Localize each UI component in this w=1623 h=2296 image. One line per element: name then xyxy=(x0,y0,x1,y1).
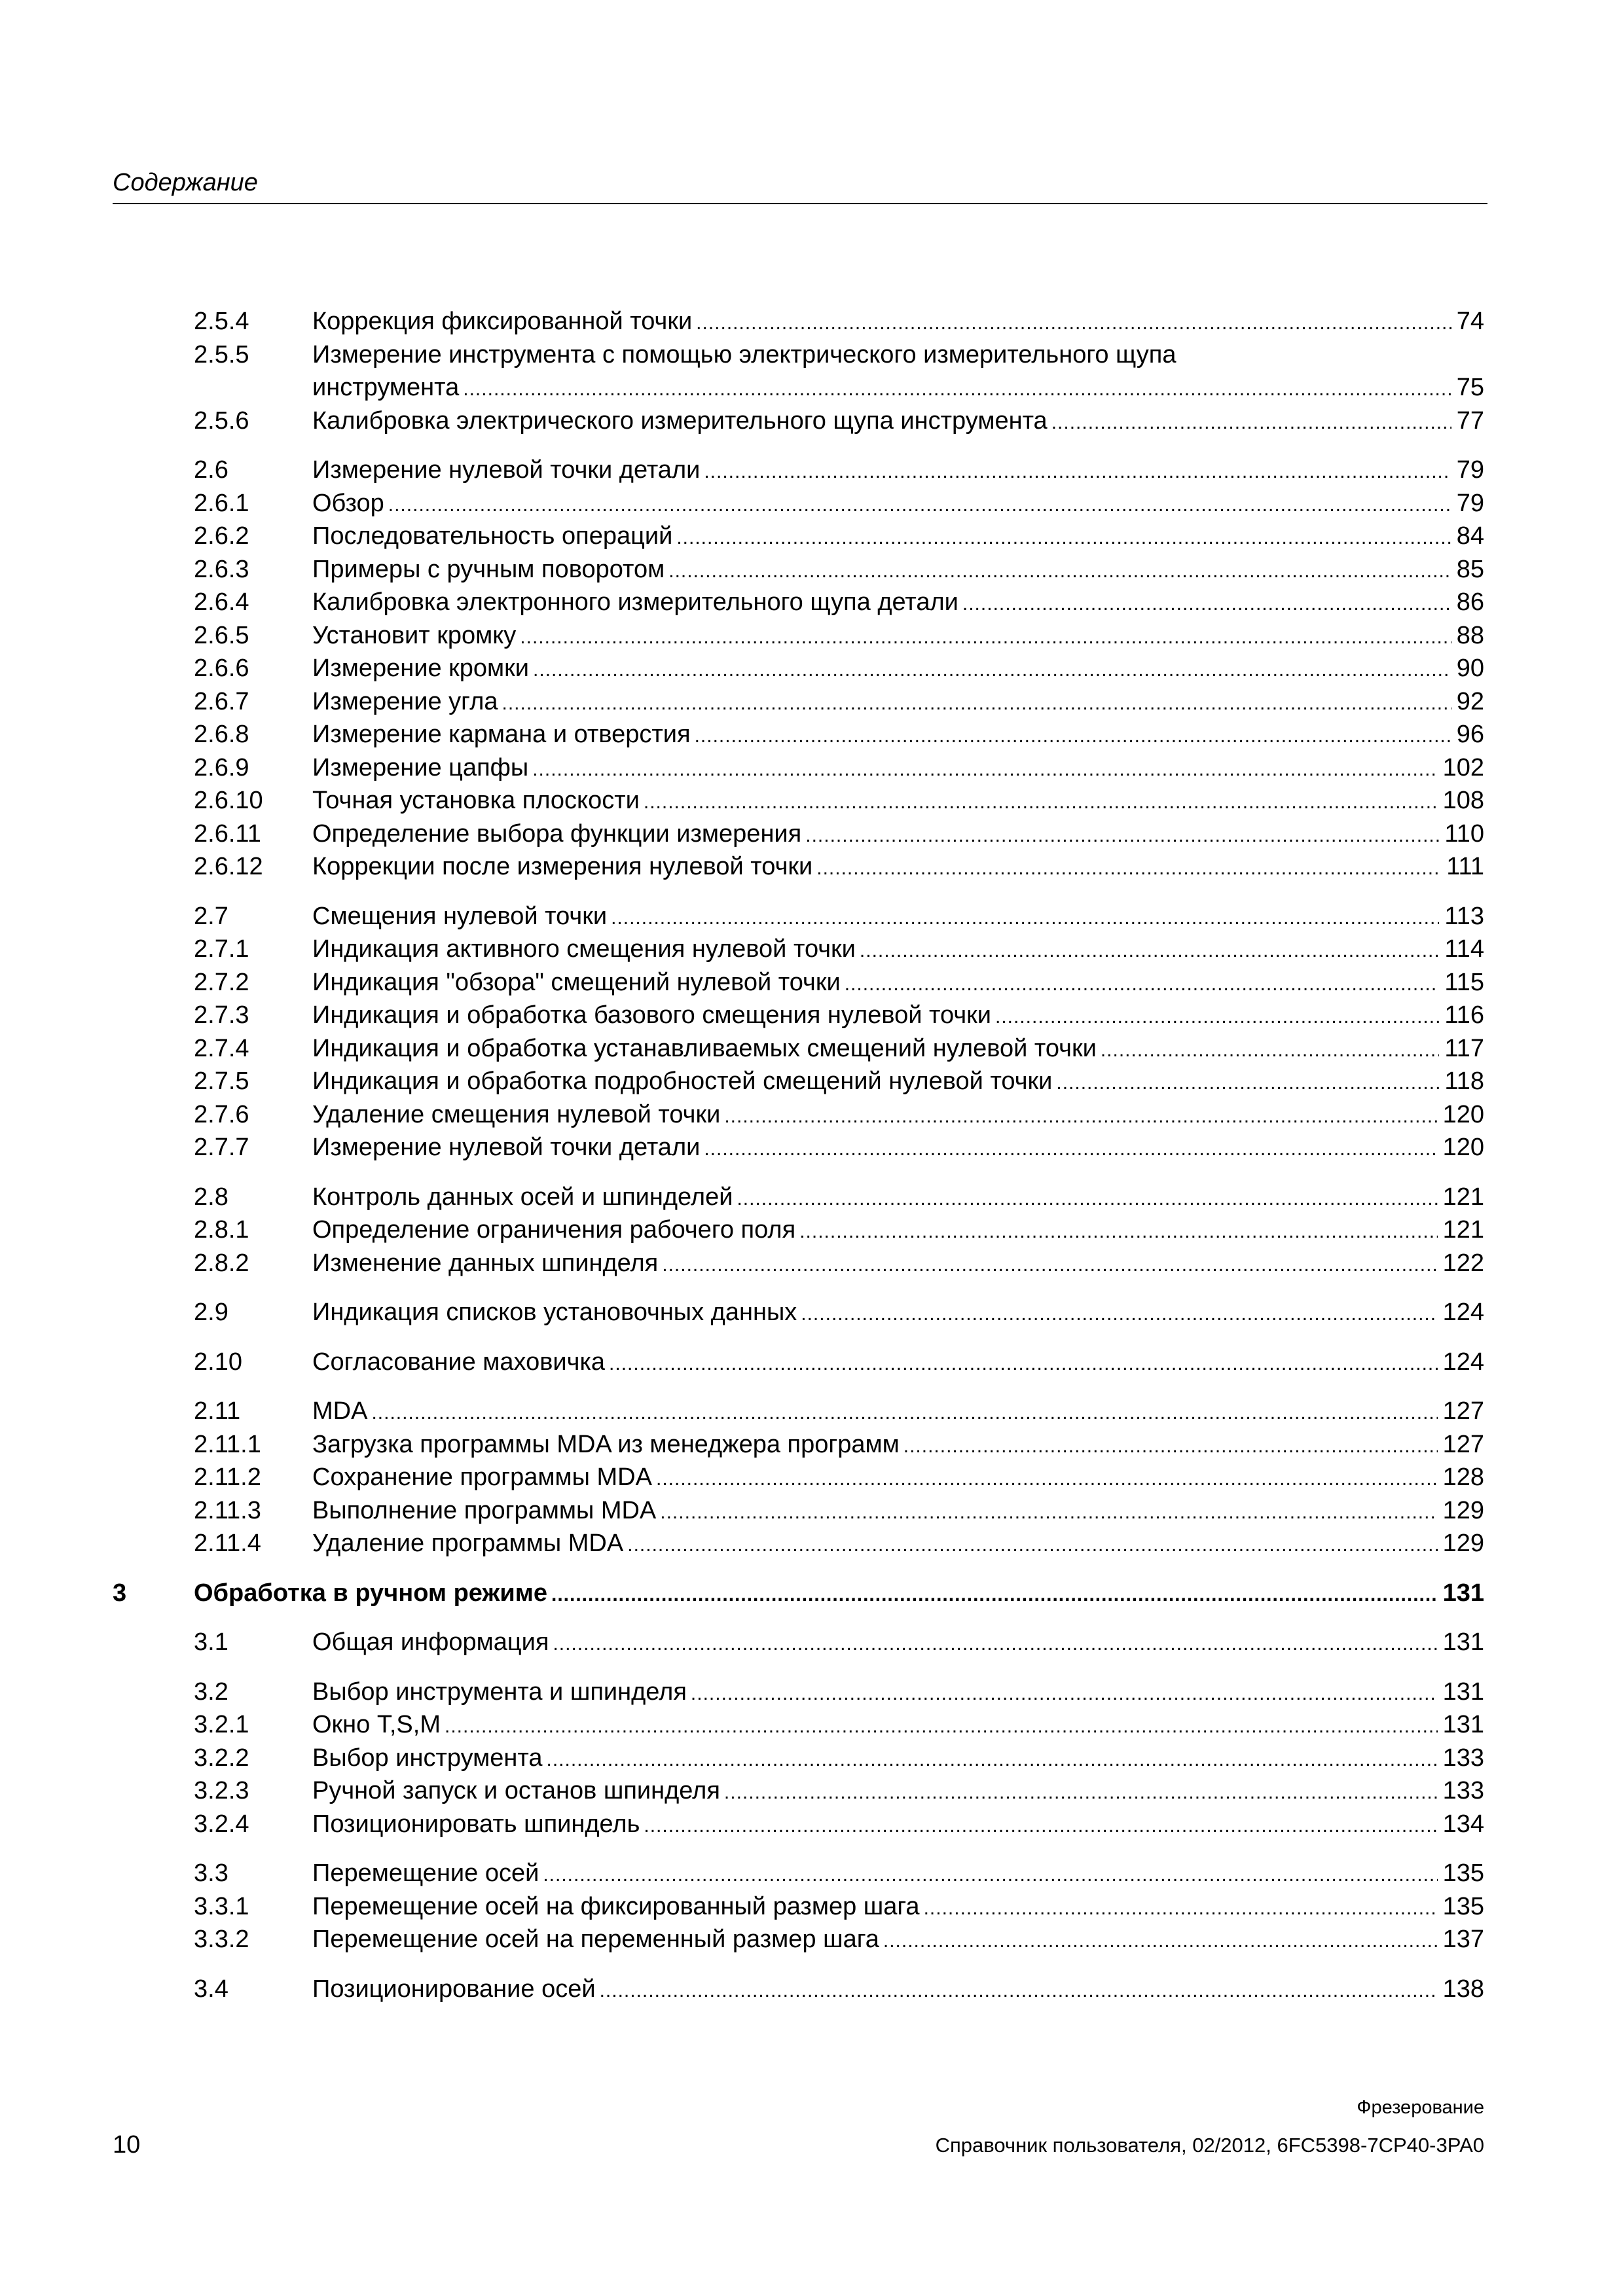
toc-entry-number: 2.7.1 xyxy=(194,935,249,963)
toc-entry[interactable] xyxy=(0,1131,1623,1164)
toc-entry-page: 127 xyxy=(1442,1430,1484,1458)
toc-entry-title: Загрузка программы MDA из менеджера программ xyxy=(312,1430,900,1458)
toc-entry[interactable] xyxy=(0,1527,1623,1560)
toc-entry-number: 2.6.10 xyxy=(194,787,263,814)
toc-entry-number: 2.11.4 xyxy=(194,1530,261,1557)
toc-dot-leader xyxy=(1056,1067,1439,1100)
toc-entry-line xyxy=(312,1181,1484,1216)
toc-entry-page: 88 xyxy=(1456,621,1484,649)
toc-entry-line xyxy=(312,371,1484,406)
toc-entry-number: 2.7.3 xyxy=(194,1001,249,1029)
toc-entry-line xyxy=(312,1395,1484,1430)
toc-entry-title: Индикация и обработка базового смещения нулевой точки xyxy=(312,1001,991,1029)
toc-entry-title: Обработка в ручном режиме xyxy=(194,1579,547,1607)
toc-dot-leader xyxy=(924,1892,1438,1926)
toc-entry-title: Последовательность операций xyxy=(312,522,673,550)
toc-entry-page: 131 xyxy=(1442,1579,1484,1607)
toc-entry-number: 2.5.6 xyxy=(194,406,249,435)
toc-entry-continuation[interactable] xyxy=(0,371,1623,404)
toc-dot-leader xyxy=(656,1463,1438,1496)
toc-entry-title: Выполнение программы MDA xyxy=(312,1496,657,1524)
toc-dot-leader xyxy=(737,1183,1437,1216)
footer-document-info: Справочник пользователя, 02/2012, 6FC5398-7CP40-3PA0 xyxy=(935,2134,1484,2157)
toc-entry[interactable] xyxy=(0,404,1623,438)
toc-entry-number: 2.7.5 xyxy=(194,1067,249,1095)
toc-entry-page: 113 xyxy=(1444,902,1484,930)
toc-entry-line xyxy=(312,1346,1484,1381)
toc-entry[interactable] xyxy=(0,1890,1623,1924)
toc-entry-title: Удаление программы MDA xyxy=(312,1530,624,1557)
toc-dot-leader xyxy=(532,753,1437,787)
toc-entry[interactable] xyxy=(0,1626,1623,1659)
toc-entry[interactable] xyxy=(0,1213,1623,1247)
toc-entry-line xyxy=(312,1857,1484,1892)
toc-entry-title: Определение выбора функции измерения xyxy=(312,819,802,848)
toc-entry-number: 3.3.2 xyxy=(194,1926,249,1953)
toc-entry-number: 2.6.7 xyxy=(194,687,249,715)
toc-entry-page: 84 xyxy=(1456,522,1484,550)
toc-entry-line xyxy=(194,1577,1484,1612)
toc-entry-title: Индикация "обзора" смещений нулевой точки xyxy=(312,968,841,996)
toc-entry-line xyxy=(312,1098,1484,1134)
toc-entry-number: 2.7.2 xyxy=(194,968,249,996)
toc-entry-line xyxy=(312,404,1484,440)
toc-entry-title: Индикация активного смещения нулевой точки xyxy=(312,935,856,963)
toc-dot-leader xyxy=(696,307,1451,340)
toc-dot-leader xyxy=(644,1810,1437,1843)
toc-entry-title: Обзор xyxy=(312,489,384,517)
toc-entry-line xyxy=(312,1708,1484,1744)
toc-entry-number: 2.5.5 xyxy=(194,340,249,368)
toc-entry-number: 2.8.1 xyxy=(194,1216,249,1244)
toc-entry-number: 2.9 xyxy=(194,1299,228,1326)
toc-entry-number: 2.11.1 xyxy=(194,1430,261,1458)
toc-dot-leader xyxy=(547,1744,1438,1777)
toc-entry-line xyxy=(312,1461,1484,1496)
toc-entry[interactable] xyxy=(0,1065,1623,1098)
toc-dot-leader xyxy=(609,1348,1438,1381)
toc-entry-line xyxy=(312,718,1484,753)
table-of-contents xyxy=(0,305,1623,2005)
toc-entry-line xyxy=(312,619,1484,655)
toc-entry-line xyxy=(312,1808,1484,1843)
toc-entry[interactable] xyxy=(0,553,1623,586)
toc-entry-page: 129 xyxy=(1442,1496,1484,1524)
toc-dot-leader xyxy=(883,1925,1438,1958)
toc-entry-line xyxy=(312,1890,1484,1926)
toc-entry-title: Примеры с ручным поворотом xyxy=(312,555,665,583)
toc-entry-title-continued: инструмента xyxy=(312,374,460,401)
toc-entry-number: 2.11.2 xyxy=(194,1463,261,1491)
toc-dot-leader xyxy=(445,1710,1438,1744)
toc-entry-title: Измерение кромки xyxy=(312,655,530,682)
toc-entry-page: 129 xyxy=(1442,1530,1484,1557)
toc-entry-page: 131 xyxy=(1442,1711,1484,1738)
toc-entry[interactable] xyxy=(0,999,1623,1032)
toc-entry-page: 110 xyxy=(1444,819,1484,848)
toc-dot-leader xyxy=(551,1579,1438,1612)
toc-dot-leader xyxy=(845,968,1440,1001)
toc-dot-leader xyxy=(611,902,1439,935)
toc-entry-title: Измерение угла xyxy=(312,687,498,715)
toc-entry-line xyxy=(312,338,1484,372)
toc-entry-page: 86 xyxy=(1456,588,1484,616)
toc-entry-title: Измерение инструмента с помощью электрического измерительного щупа xyxy=(312,340,1176,368)
toc-entry[interactable] xyxy=(0,1296,1623,1329)
toc-entry-title: Калибровка электронного измерительного щупа детали xyxy=(312,588,958,616)
toc-entry-page: 114 xyxy=(1444,935,1484,963)
toc-entry[interactable] xyxy=(0,1247,1623,1280)
toc-entry-line xyxy=(312,1676,1484,1711)
toc-entry-number: 3 xyxy=(113,1579,127,1607)
toc-entry-line xyxy=(312,652,1484,687)
toc-entry[interactable] xyxy=(0,1032,1623,1066)
toc-entry[interactable] xyxy=(0,1395,1623,1428)
toc-entry-line xyxy=(312,1742,1484,1777)
toc-entry-line xyxy=(312,850,1484,886)
toc-entry-line xyxy=(312,305,1484,340)
toc-entry-page: 137 xyxy=(1442,1926,1484,1953)
toc-entry-title: Согласование маховичка xyxy=(312,1348,606,1376)
toc-entry[interactable] xyxy=(0,338,1623,372)
toc-entry[interactable] xyxy=(0,1708,1623,1742)
toc-entry[interactable] xyxy=(0,305,1623,338)
toc-entry-number: 2.8.2 xyxy=(194,1249,249,1277)
toc-dot-leader xyxy=(724,1100,1437,1134)
toc-entry-title: Измерение цапфы xyxy=(312,753,529,781)
toc-entry-page: 133 xyxy=(1442,1744,1484,1772)
toc-entry-page: 133 xyxy=(1442,1777,1484,1804)
toc-entry-page: 108 xyxy=(1442,787,1484,814)
toc-entry-number: 2.6.3 xyxy=(194,555,249,583)
toc-entry-number: 2.6.5 xyxy=(194,621,249,649)
toc-entry[interactable] xyxy=(0,454,1623,487)
toc-entry-line xyxy=(312,454,1484,489)
toc-entry[interactable] xyxy=(0,1346,1623,1379)
footer-book-title: Фрезерование xyxy=(1357,2097,1484,2118)
toc-dot-leader xyxy=(691,1677,1438,1711)
toc-entry-line xyxy=(312,520,1484,555)
toc-entry-title: Коррекции после измерения нулевой точки xyxy=(312,853,813,880)
toc-entry-line xyxy=(312,1494,1484,1530)
toc-dot-leader xyxy=(799,1215,1437,1249)
toc-entry-title: Удаление смещения нулевой точки xyxy=(312,1100,721,1128)
toc-entry[interactable] xyxy=(0,933,1623,966)
toc-entry[interactable] xyxy=(0,1181,1623,1214)
toc-entry-number: 2.11 xyxy=(194,1397,241,1425)
toc-dot-leader xyxy=(676,522,1451,555)
toc-entry-number: 2.6.6 xyxy=(194,655,249,682)
toc-entry-title: Позиционирование осей xyxy=(312,1975,596,2003)
toc-entry-page: 74 xyxy=(1456,308,1484,335)
toc-entry-page: 124 xyxy=(1442,1348,1484,1376)
footer-page-number: 10 xyxy=(113,2131,141,2159)
toc-entry[interactable] xyxy=(0,1428,1623,1462)
toc-entry[interactable] xyxy=(0,652,1623,685)
toc-entry[interactable] xyxy=(0,1676,1623,1709)
toc-entry-number: 2.6.12 xyxy=(194,853,263,880)
toc-entry-number: 2.7.6 xyxy=(194,1100,249,1128)
toc-entry-number: 2.7.7 xyxy=(194,1134,249,1161)
toc-entry-line xyxy=(312,1527,1484,1562)
toc-entry-number: 3.2.3 xyxy=(194,1777,249,1804)
toc-entry-page: 96 xyxy=(1456,721,1484,748)
toc-entry-number: 2.8 xyxy=(194,1183,228,1211)
toc-entry[interactable] xyxy=(0,1494,1623,1528)
toc-dot-leader xyxy=(704,456,1451,489)
toc-entry-title: Сохранение программы MDA xyxy=(312,1463,652,1491)
toc-entry-line xyxy=(312,685,1484,721)
toc-entry-page: 135 xyxy=(1442,1892,1484,1920)
toc-entry-line xyxy=(312,1428,1484,1463)
toc-entry-page: 124 xyxy=(1442,1299,1484,1326)
running-header: Содержание xyxy=(113,169,258,196)
toc-entry-page: 77 xyxy=(1456,406,1484,435)
toc-entry-number: 2.6.9 xyxy=(194,753,249,781)
toc-entry-line xyxy=(312,487,1484,522)
toc-dot-leader xyxy=(704,1133,1437,1166)
toc-entry-line xyxy=(312,966,1484,1001)
toc-entry[interactable] xyxy=(0,487,1623,520)
toc-entry-number: 2.11.3 xyxy=(194,1496,261,1524)
toc-entry-line xyxy=(312,1973,1484,2008)
toc-entry[interactable] xyxy=(0,966,1623,999)
toc-dot-leader xyxy=(371,1397,1437,1430)
toc-entry-page: 131 xyxy=(1442,1677,1484,1706)
toc-entry-number: 3.2.1 xyxy=(194,1711,249,1738)
toc-entry-title: Перемещение осей на переменный размер шага xyxy=(312,1926,879,1953)
toc-chapter-entry[interactable] xyxy=(0,1577,1623,1610)
toc-entry-page: 127 xyxy=(1442,1397,1484,1425)
toc-entry-title: Контроль данных осей и шпинделей xyxy=(312,1183,733,1211)
toc-entry-line xyxy=(312,1923,1484,1958)
toc-entry-page: 120 xyxy=(1442,1134,1484,1161)
toc-entry-page: 121 xyxy=(1442,1183,1484,1211)
toc-dot-leader xyxy=(1051,406,1451,440)
toc-entry-title: Коррекция фиксированной точки xyxy=(312,308,693,335)
toc-entry-line xyxy=(312,1213,1484,1249)
toc-dot-leader xyxy=(724,1776,1438,1810)
toc-entry-number: 2.6.1 xyxy=(194,489,249,517)
toc-entry-title: Перемещение осей на фиксированный размер шага xyxy=(312,1892,920,1920)
toc-entry-line xyxy=(312,900,1484,935)
toc-entry[interactable] xyxy=(0,685,1623,719)
toc-dot-leader xyxy=(903,1430,1438,1463)
toc-entry-line xyxy=(312,553,1484,588)
toc-entry[interactable] xyxy=(0,1098,1623,1132)
toc-entry-line xyxy=(312,1247,1484,1282)
toc-entry-title: Окно T,S,M xyxy=(312,1711,441,1738)
toc-entry-line xyxy=(312,933,1484,968)
toc-entry-line xyxy=(312,784,1484,819)
toc-entry-line xyxy=(312,586,1484,621)
toc-entry-title: Измерение нулевой точки детали xyxy=(312,456,701,484)
toc-entry-page: 75 xyxy=(1456,374,1484,401)
toc-dot-leader xyxy=(660,1496,1437,1530)
toc-entry-title: Измерение нулевой точки детали xyxy=(312,1134,701,1161)
toc-dot-leader xyxy=(502,687,1451,721)
toc-entry-page: 135 xyxy=(1442,1859,1484,1887)
toc-entry-title: Индикация и обработка подробностей смещений нулевой точки xyxy=(312,1067,1053,1095)
toc-entry-title: Перемещение осей xyxy=(312,1859,539,1887)
toc-dot-leader xyxy=(805,819,1439,853)
toc-entry-number: 2.6.2 xyxy=(194,522,249,550)
toc-entry[interactable] xyxy=(0,1774,1623,1808)
toc-dot-leader xyxy=(388,489,1451,522)
toc-entry-number: 2.5.4 xyxy=(194,308,249,335)
toc-entry[interactable] xyxy=(0,586,1623,619)
toc-entry-line xyxy=(312,1032,1484,1067)
toc-entry-line xyxy=(312,1626,1484,1661)
toc-dot-leader xyxy=(995,1001,1439,1034)
toc-entry-title: Смещения нулевой точки xyxy=(312,902,608,930)
toc-entry-title: Позиционировать шпиндель xyxy=(312,1810,640,1838)
toc-entry-title: Изменение данных шпинделя xyxy=(312,1249,659,1277)
toc-entry[interactable] xyxy=(0,1973,1623,2006)
toc-dot-leader xyxy=(668,555,1451,588)
toc-entry-title: Калибровка электрического измерительного щупа инструмента xyxy=(312,406,1048,435)
toc-entry-title: Выбор инструмента xyxy=(312,1744,543,1772)
toc-dot-leader xyxy=(543,1859,1437,1892)
toc-entry-page: 116 xyxy=(1444,1001,1484,1029)
toc-entry-number: 3.1 xyxy=(194,1628,228,1656)
toc-entry-page: 90 xyxy=(1456,655,1484,682)
toc-entry[interactable] xyxy=(0,784,1623,817)
toc-entry-title: MDA xyxy=(312,1397,368,1425)
toc-dot-leader xyxy=(644,786,1438,819)
toc-entry-title: Установит кромку xyxy=(312,621,517,649)
header-rule xyxy=(113,203,1487,204)
toc-entry-line xyxy=(312,817,1484,853)
toc-entry-title: Индикация списков установочных данных xyxy=(312,1299,797,1326)
toc-entry-number: 3.2.4 xyxy=(194,1810,249,1838)
toc-entry-title: Индикация и обработка устанавливаемых смещений нулевой точки xyxy=(312,1034,1097,1062)
toc-entry-number: 2.7.4 xyxy=(194,1034,249,1062)
toc-entry[interactable] xyxy=(0,1742,1623,1775)
toc-entry-page: 120 xyxy=(1442,1100,1484,1128)
toc-entry[interactable] xyxy=(0,850,1623,884)
toc-entry[interactable] xyxy=(0,718,1623,751)
toc-entry[interactable] xyxy=(0,751,1623,785)
toc-entry-number: 2.6.8 xyxy=(194,721,249,748)
toc-dot-leader xyxy=(962,588,1451,621)
toc-dot-leader xyxy=(801,1298,1437,1331)
toc-entry[interactable] xyxy=(0,619,1623,653)
toc-entry-number: 2.6.4 xyxy=(194,588,249,616)
toc-entry-page: 85 xyxy=(1456,555,1484,583)
toc-entry-page: 92 xyxy=(1456,687,1484,715)
toc-entry[interactable] xyxy=(0,1857,1623,1890)
toc-entry-page: 102 xyxy=(1442,753,1484,781)
toc-dot-leader xyxy=(553,1628,1437,1661)
toc-entry-title: Определение ограничения рабочего поля xyxy=(312,1216,796,1244)
toc-entry-line xyxy=(312,1131,1484,1166)
toc-entry-page: 111 xyxy=(1446,853,1484,880)
toc-entry-line xyxy=(312,1296,1484,1331)
toc-entry-number: 2.10 xyxy=(194,1348,242,1376)
toc-dot-leader xyxy=(520,621,1451,655)
toc-dot-leader xyxy=(600,1975,1438,2008)
toc-entry-number: 3.3 xyxy=(194,1859,228,1887)
toc-entry[interactable] xyxy=(0,1461,1623,1494)
toc-dot-leader xyxy=(1101,1034,1440,1067)
toc-entry-number: 3.4 xyxy=(194,1975,228,2003)
toc-entry[interactable] xyxy=(0,900,1623,933)
toc-entry-line xyxy=(312,999,1484,1034)
toc-dot-leader xyxy=(860,935,1440,968)
toc-entry-number: 2.6.11 xyxy=(194,819,261,848)
toc-dot-leader xyxy=(533,654,1451,687)
toc-dot-leader xyxy=(816,852,1441,886)
toc-entry-number: 2.6 xyxy=(194,456,228,484)
toc-dot-leader xyxy=(695,720,1451,753)
toc-entry-page: 121 xyxy=(1442,1216,1484,1244)
toc-entry-page: 118 xyxy=(1444,1067,1484,1095)
toc-entry[interactable] xyxy=(0,520,1623,553)
toc-entry-page: 134 xyxy=(1442,1810,1484,1838)
toc-entry-title: Измерение кармана и отверстия xyxy=(312,721,691,748)
toc-entry-page: 131 xyxy=(1442,1628,1484,1656)
toc-entry-line xyxy=(312,1065,1484,1100)
toc-entry-number: 3.2 xyxy=(194,1677,228,1706)
toc-entry-line xyxy=(312,751,1484,787)
toc-entry-page: 79 xyxy=(1456,456,1484,484)
toc-entry-page: 79 xyxy=(1456,489,1484,517)
toc-entry-page: 117 xyxy=(1444,1034,1484,1062)
toc-entry-page: 122 xyxy=(1442,1249,1484,1277)
toc-entry-title: Общая информация xyxy=(312,1628,549,1656)
toc-entry-line xyxy=(312,1774,1484,1810)
toc-entry-page: 115 xyxy=(1444,968,1484,996)
toc-dot-leader xyxy=(627,1529,1437,1562)
toc-dot-leader xyxy=(463,373,1451,406)
toc-entry-number: 2.7 xyxy=(194,902,228,930)
toc-entry-number: 3.2.2 xyxy=(194,1744,249,1772)
toc-entry-page: 128 xyxy=(1442,1463,1484,1491)
toc-entry-title: Точная установка плоскости xyxy=(312,787,640,814)
toc-entry-number: 3.3.1 xyxy=(194,1892,249,1920)
toc-entry-page: 138 xyxy=(1442,1975,1484,2003)
toc-entry[interactable] xyxy=(0,1923,1623,1956)
toc-entry-title: Ручной запуск и останов шпинделя xyxy=(312,1777,720,1804)
toc-dot-leader xyxy=(662,1249,1437,1282)
toc-entry[interactable] xyxy=(0,1808,1623,1841)
toc-entry-title: Выбор инструмента и шпинделя xyxy=(312,1677,687,1706)
toc-entry[interactable] xyxy=(0,817,1623,851)
